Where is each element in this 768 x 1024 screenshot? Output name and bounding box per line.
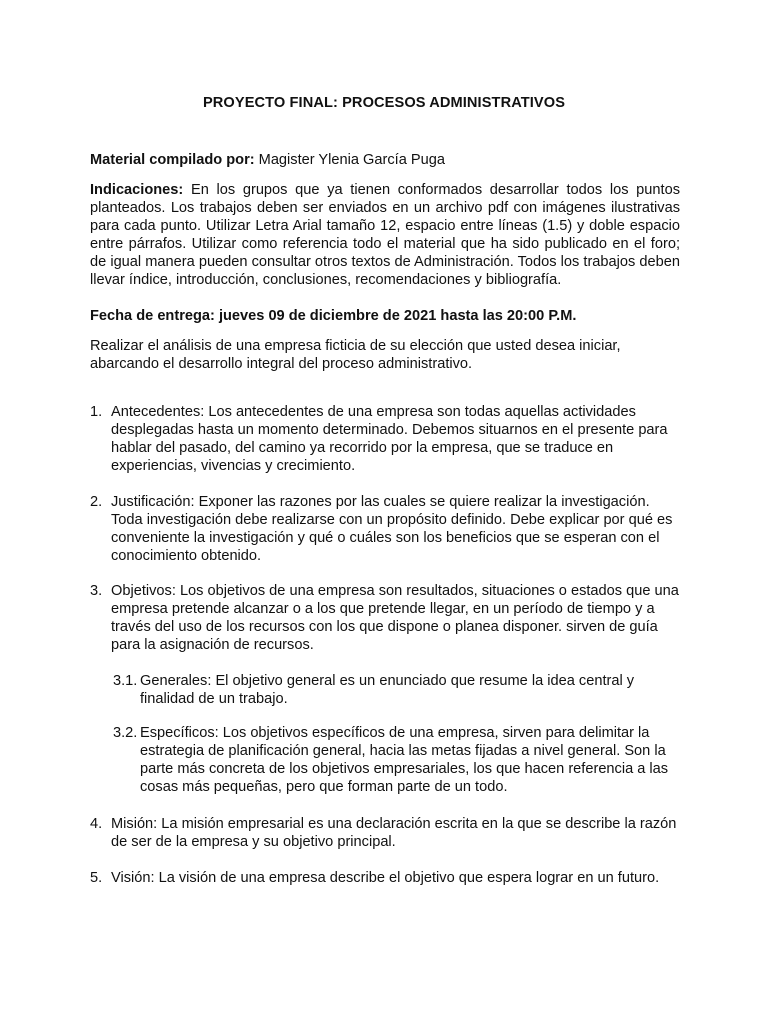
list-item-text: Antecedentes: Los antecedentes de una empresa son todas aquellas actividades desplegadas hasta un momento determinado. Debemos situarnos en el presente para hablar del pasado, del camino ya recorrido por la empresa, que se traduce en experiencias, vivencias y crecimiento. bbox=[111, 404, 668, 474]
sub-list-item-text: Generales: El objetivo general es un enunciado que resume la idea central y finalidad de un trabajo. bbox=[140, 673, 635, 707]
list-item-text: Justificación: Exponer las razones por las cuales se quiere realizar la investigación. Toda investigación debe realizarse con un propósito definido. Debe explicar por qué es conveniente la investigación y qué o cuáles son los beneficios que se esperan con el conocimiento obtenido. bbox=[111, 494, 673, 564]
sub-list-item-number: 3.2. bbox=[113, 725, 138, 741]
list-item-number: 4. bbox=[90, 816, 103, 832]
compiled-by-label: Material compilado por: bbox=[90, 152, 255, 168]
compiled-by-line bbox=[90, 151, 680, 169]
list-item bbox=[90, 869, 680, 887]
sub-list-item bbox=[113, 724, 680, 796]
list-item-number: 2. bbox=[90, 494, 103, 510]
sub-list-item-number: 3.1. bbox=[113, 673, 138, 689]
compiled-by-value: Magister Ylenia García Puga bbox=[254, 152, 445, 168]
list-item bbox=[90, 582, 680, 654]
sub-list-item bbox=[113, 672, 680, 708]
instructions-paragraph bbox=[90, 181, 680, 289]
sub-list-item-text: Específicos: Los objetivos específicos de una empresa, sirven para delimitar la estrategia de planificación general, hacia las metas fijadas a nivel general. Son la parte más concreta de los objetivos empresariales, los que hacen referencia a las cosas más pequeñas, pero que forman parte de un todo. bbox=[140, 725, 669, 795]
list-item bbox=[90, 815, 680, 851]
list-item-text: Visión: La visión de una empresa describe el objetivo que espera lograr en un futuro. bbox=[111, 870, 660, 886]
due-date: Fecha de entrega: jueves 09 de diciembre de 2021 hasta las 20:00 P.M. bbox=[90, 308, 577, 324]
list-item-number: 5. bbox=[90, 870, 103, 886]
list-item bbox=[90, 493, 680, 565]
document-title: PROYECTO FINAL: PROCESOS ADMINISTRATIVOS bbox=[202, 95, 566, 111]
instructions-text: En los grupos que ya tienen conformados desarrollar todos los puntos planteados. Los trabajos deben ser enviados en un archivo pdf con imágenes ilustrativas para cada punto. Utilizar Letra Arial tamaño 12, espacio entre líneas (1.5) y doble espacio entre párrafos. Utilizar como referencia todo el material que ha sido publicado en el foro; de igual manera pueden consultar otros textos de Administración. Todos los trabajos deben llevar índice, introducción, conclusiones, recomendaciones y bibliografía. bbox=[90, 182, 680, 288]
list-item-number: 1. bbox=[90, 404, 103, 420]
intro-paragraph: Realizar el análisis de una empresa ficticia de su elección que usted desea iniciar, abarcando el desarrollo integral del proceso administrativo. bbox=[90, 338, 621, 372]
list-item bbox=[90, 403, 680, 475]
list-item-text: Objetivos: Los objetivos de una empresa son resultados, situaciones o estados que una empresa pretende alcanzar o a los que pretende llegar, en un período de tiempo y a través del uso de los recursos con los que dispone o planea disponer. sirven de guía para la asignación de recursos. bbox=[111, 583, 679, 653]
list-item-text: Misión: La misión empresarial es una declaración escrita en la que se describe la razón de ser de la empresa y su objetivo principal. bbox=[111, 816, 677, 850]
list-item-number: 3. bbox=[90, 583, 103, 599]
instructions-label: Indicaciones: bbox=[90, 182, 184, 198]
